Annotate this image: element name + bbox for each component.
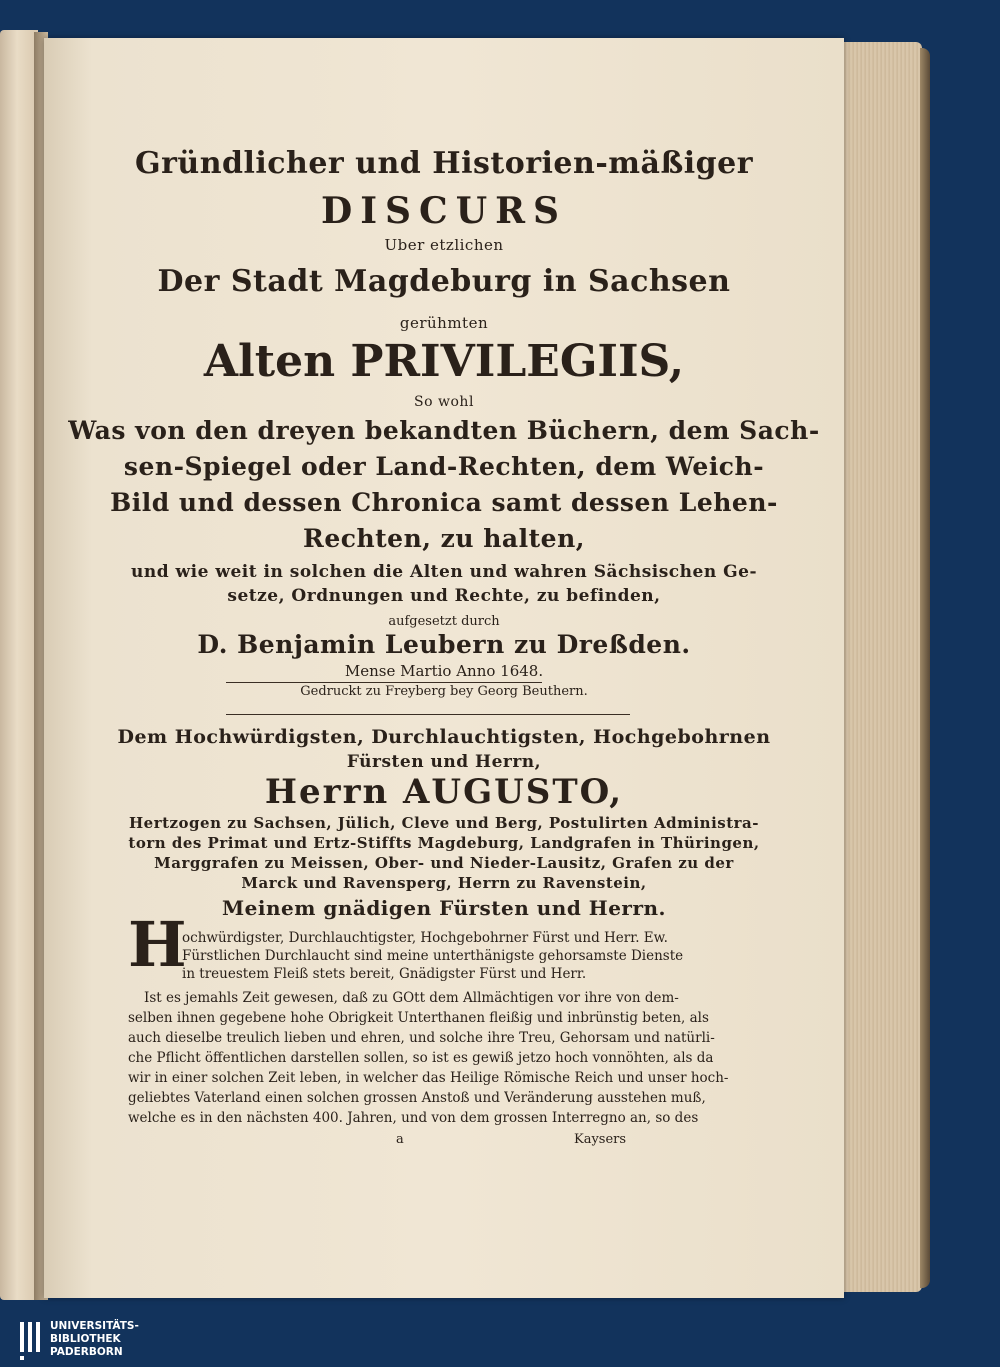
title-discurs: DISCURS: [320, 190, 568, 232]
dedication-augusto: Herrn AUGUSTO,: [264, 772, 624, 812]
date-line: Mense Martio Anno 1648.: [344, 662, 544, 680]
paragraph-2-line-4: che Pflicht öffentlichen darstellen sollen, so ist es gewiß jetzo hoch vonnöhten, als da: [128, 1050, 714, 1066]
printer-line: Gedruckt zu Freyberg bey Georg Beuthern.: [300, 684, 588, 699]
body-line-5: und wie weit in solchen die Alten und wahren Sächsischen Ge-: [131, 562, 757, 582]
dedication-line-8: Meinem gnädigen Fürsten und Herrn.: [221, 896, 666, 920]
drop-cap-initial: H: [128, 908, 187, 981]
paragraph-1-line-1: ochwürdigster, Durchlauchtigster, Hochgebohrner Fürst und Herr. Ew.: [182, 930, 668, 946]
dedication-line-1: Dem Hochwürdigsten, Durchlauchtigsten, Hochgebohrnen: [117, 726, 771, 748]
paragraph-2-line-3: auch dieselbe treulich lieben und ehren, und solche ihre Treu, Gehorsam und natürli-: [128, 1030, 715, 1046]
author-line: D. Benjamin Leubern zu Dreßden.: [197, 630, 691, 659]
book-page: [44, 38, 844, 1298]
logo-line-1: UNIVERSITÄTS-: [50, 1320, 139, 1332]
page-edges-stack: [842, 42, 922, 1292]
dedication-line-7: Marck und Ravensperg, Herrn zu Ravenstein,: [241, 874, 647, 892]
title-line-3: Uber etzlichen: [384, 236, 504, 254]
dedication-line-6: Marggrafen zu Meissen, Ober- und Nieder-Lausitz, Grafen zu der: [154, 854, 734, 872]
body-line-6: setze, Ordnungen und Rechte, zu befinden,: [227, 586, 661, 606]
title-line-1: Gründlicher und Historien-mäßiger: [134, 146, 754, 181]
logo-line-2: BIBLIOTHEK: [50, 1333, 121, 1345]
title-magdeburg: Der Stadt Magdeburg in Sachsen: [157, 264, 731, 299]
title-privilegiis: Alten PRIVILEGIIS,: [203, 336, 685, 387]
body-line-2: sen-Spiegel oder Land-Rechten, dem Weich-: [123, 452, 765, 481]
logo-line-3: PADERBORN: [50, 1346, 123, 1358]
library-logo-text: [50, 1320, 139, 1359]
dedication-line-4: Hertzogen zu Sachsen, Jülich, Cleve und Berg, Postulirten Administra-: [128, 814, 759, 832]
paragraph-2-line-2: selben ihnen gegebene hohe Obrigkeit Unterthanen fleißig und inbrünstig beten, als: [128, 1010, 709, 1026]
paragraph-1-line-3: in treuestem Fleiß stets bereit, Gnädigster Fürst und Herr.: [182, 966, 587, 982]
paragraph-2-line-7: welche es in den nächsten 400. Jahren, und von dem grossen Interregno an, so des: [128, 1110, 699, 1126]
title-line-5: gerühmten: [399, 314, 489, 332]
body-line-4: Rechten, zu halten,: [303, 524, 585, 553]
paragraph-1-line-2: Fürstlichen Durchlaucht sind meine unterthänigste gehorsamste Dienste: [182, 948, 684, 964]
dedication-line-2: Fürsten und Herrn,: [346, 752, 542, 772]
library-logo-icon: [18, 1320, 44, 1362]
catchword: Kaysers: [574, 1132, 627, 1147]
book-edge-shadow: [920, 48, 930, 1288]
signature-mark: a: [396, 1132, 404, 1147]
divider-2: [226, 714, 630, 715]
divider-1: [226, 682, 542, 683]
title-line-7: So wohl: [414, 394, 474, 410]
paragraph-2-line-5: wir in einer solchen Zeit leben, in welcher das Heilige Römische Reich und unser hoch-: [128, 1070, 729, 1086]
left-page-edge: [0, 30, 38, 1300]
library-footer: [0, 1316, 1000, 1367]
dedication-line-5: torn des Primat und Ertz-Stiffts Magdeburg, Landgrafen in Thüringen,: [128, 834, 760, 852]
body-line-3: Bild und dessen Chronica samt dessen Lehen-: [110, 488, 778, 517]
body-line-7: aufgesetzt durch: [388, 614, 500, 629]
paragraph-2-line-6: geliebtes Vaterland einen solchen grossen Anstoß und Veränderung ausstehen muß,: [128, 1090, 706, 1106]
paragraph-2-line-1: Ist es jemahls Zeit gewesen, daß zu GOtt dem Allmächtigen vor ihre von dem-: [144, 990, 679, 1006]
body-line-1: Was von den dreyen bekandten Büchern, dem Sach-: [68, 416, 820, 445]
